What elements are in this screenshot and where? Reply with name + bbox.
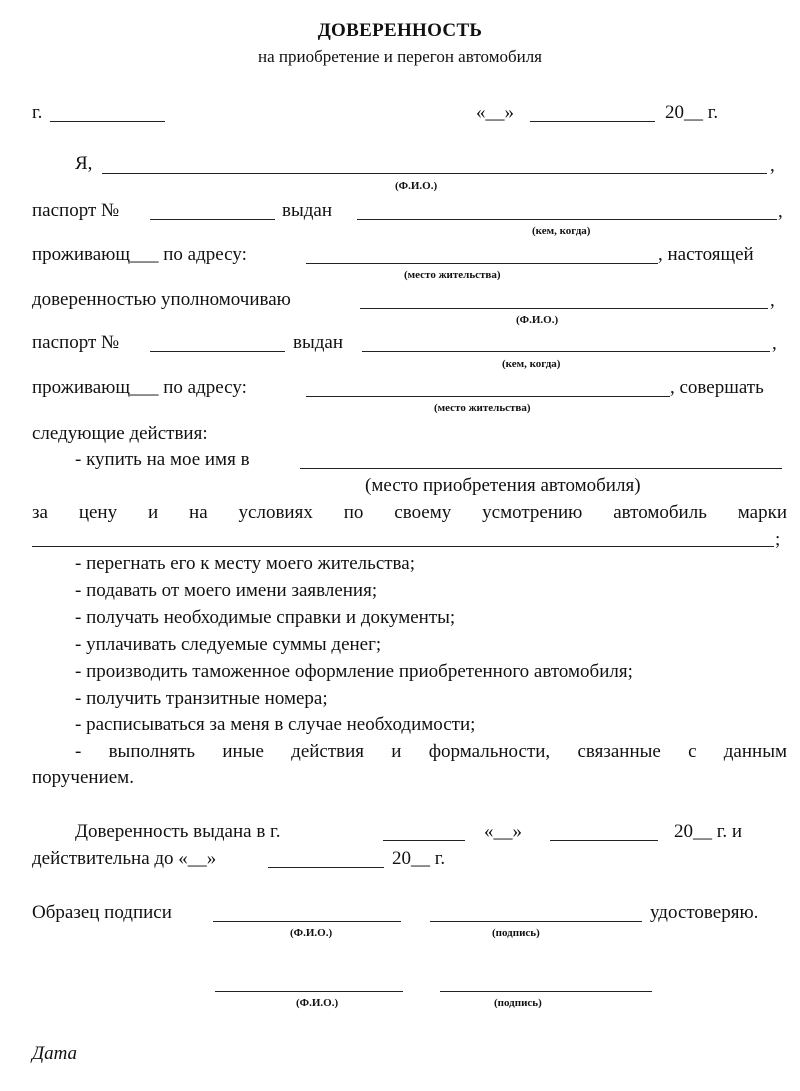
- residing-label: проживающ___ по адресу:: [32, 377, 247, 398]
- residing-label: проживающ___ по адресу:: [32, 244, 247, 265]
- i-label: Я,: [75, 153, 93, 174]
- car-make-field[interactable]: [32, 546, 774, 547]
- passport-label: паспорт №: [32, 200, 120, 221]
- agent-passport-issued-field[interactable]: [362, 351, 770, 352]
- date-label: Дата: [32, 1043, 78, 1064]
- residence-caption: (место жительства): [434, 402, 531, 414]
- sign-caption: (подпись): [494, 997, 542, 1009]
- action-item: - перегнать его к месту моего жительства;: [75, 553, 415, 574]
- passport-label: паспорт №: [32, 332, 120, 353]
- action-item: - получать необходимые справки и документы;: [75, 607, 456, 628]
- city-field[interactable]: [50, 121, 165, 122]
- principal-signature-fio-field[interactable]: [215, 991, 403, 992]
- action-item: - получить транзитные номера;: [75, 688, 328, 709]
- issued-year-field[interactable]: 20__ г. и: [674, 821, 743, 842]
- semicolon: ;: [775, 529, 781, 550]
- comma: ,: [770, 290, 775, 311]
- actions-intro: следующие действия:: [32, 423, 208, 444]
- year-field[interactable]: 20__ г.: [665, 102, 719, 123]
- purchase-place-field[interactable]: [300, 468, 782, 469]
- fio-caption: (Ф.И.О.): [395, 180, 438, 192]
- issued-caption: (кем, когда): [532, 225, 591, 237]
- perform-suffix: , совершать: [670, 377, 764, 398]
- action-item: - расписываться за меня в случае необходимости;: [75, 714, 476, 735]
- issued-day-field[interactable]: «__»: [484, 821, 522, 842]
- address-field[interactable]: [306, 263, 658, 264]
- document-subtitle: на приобретение и перегон автомобиля: [257, 47, 543, 66]
- action-item-last: - выполнять иные действия и формальности, связанные с данным: [75, 741, 787, 762]
- day-field[interactable]: «__»: [476, 102, 514, 123]
- present-suffix: , настоящей: [658, 244, 754, 265]
- issued-month-field[interactable]: [550, 840, 658, 841]
- price-text: за цену и на условиях по своему усмотрению автомобиль марки: [32, 502, 787, 523]
- comma: ,: [778, 201, 783, 222]
- sign-caption: (подпись): [492, 927, 540, 939]
- valid-month-field[interactable]: [268, 867, 384, 868]
- valid-year-field[interactable]: 20__ г.: [392, 848, 446, 869]
- fio-caption: (Ф.И.О.): [296, 997, 339, 1009]
- fio-caption: (Ф.И.О.): [290, 927, 333, 939]
- agent-passport-number-field[interactable]: [150, 351, 285, 352]
- action-item: - производить таможенное оформление приобретенного автомобиля;: [75, 661, 633, 682]
- purchase-place-caption: (место приобретения автомобиля): [365, 475, 641, 496]
- sample-signature-label: Образец подписи: [32, 902, 172, 923]
- issued-city-field[interactable]: [383, 840, 465, 841]
- fio-caption: (Ф.И.О.): [516, 314, 559, 326]
- residence-caption: (место жительства): [404, 269, 501, 281]
- action-item: - подавать от моего имени заявления;: [75, 580, 378, 601]
- action-item: - уплачивать следуемые суммы денег;: [75, 634, 382, 655]
- passport-issued-field[interactable]: [357, 219, 777, 220]
- agent-fio-field[interactable]: [360, 308, 768, 309]
- valid-until-label: действительна до «__»: [32, 848, 217, 869]
- issued-caption: (кем, когда): [502, 358, 561, 370]
- certify-label: удостоверяю.: [650, 902, 759, 923]
- agent-signature-field[interactable]: [430, 921, 642, 922]
- agent-signature-fio-field[interactable]: [213, 921, 401, 922]
- principal-signature-field[interactable]: [440, 991, 652, 992]
- issued-in-label: Доверенность выдана в г.: [75, 821, 281, 842]
- comma: ,: [772, 333, 777, 354]
- issued-label: выдан: [293, 332, 344, 353]
- document-title: ДОВЕРЕННОСТЬ: [317, 20, 483, 41]
- month-field[interactable]: [530, 121, 655, 122]
- passport-number-field[interactable]: [150, 219, 275, 220]
- city-prefix: г.: [32, 102, 43, 123]
- authorize-text: доверенностью уполномочиваю: [32, 289, 291, 310]
- agent-address-field[interactable]: [306, 396, 670, 397]
- comma: ,: [770, 155, 775, 176]
- issued-label: выдан: [282, 200, 333, 221]
- action-item-last-cont: поручением.: [32, 767, 134, 788]
- principal-fio-field[interactable]: [102, 173, 767, 174]
- buy-label: - купить на мое имя в: [75, 449, 250, 470]
